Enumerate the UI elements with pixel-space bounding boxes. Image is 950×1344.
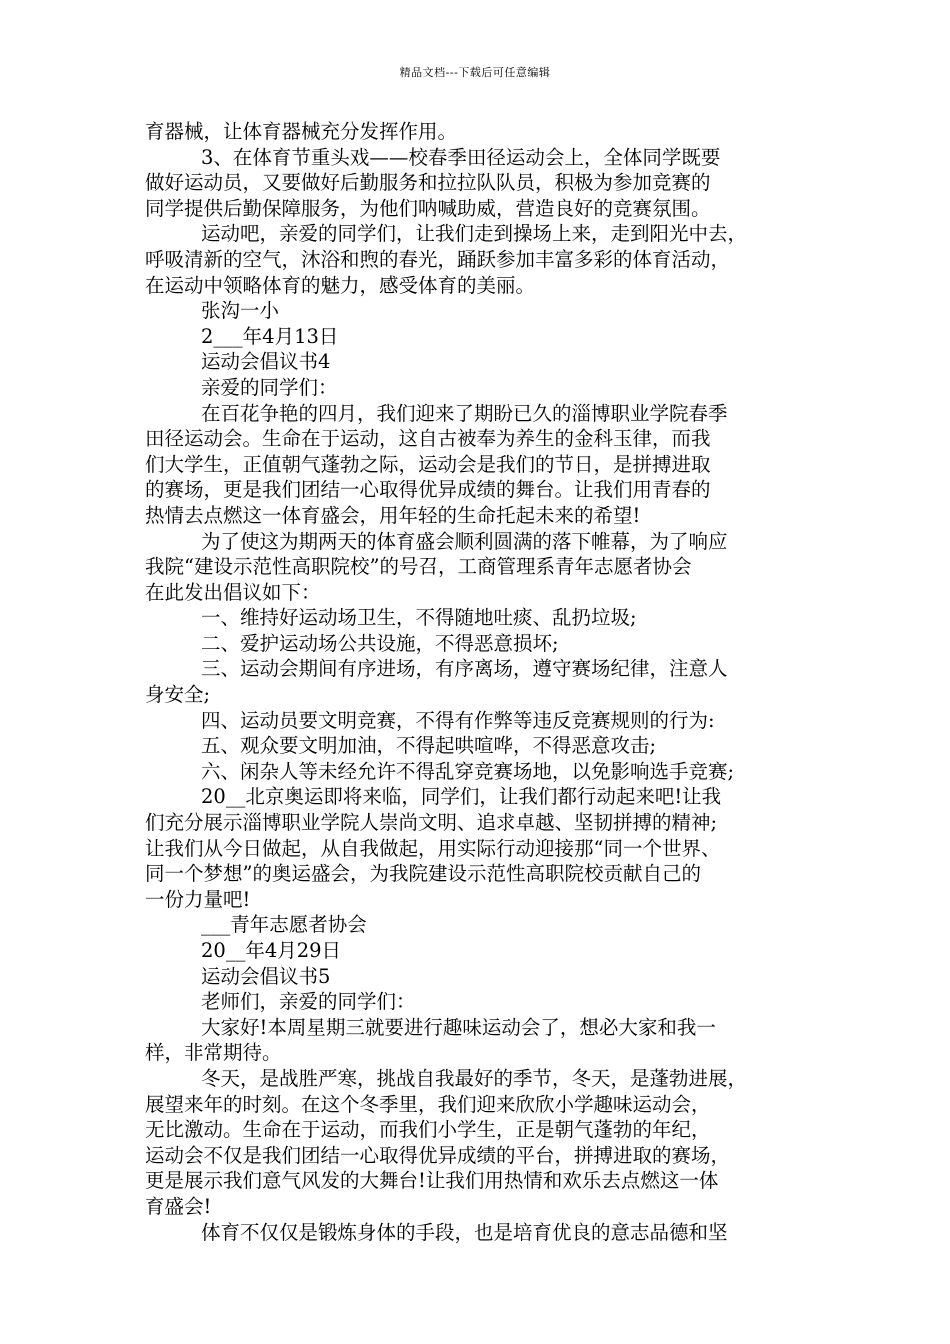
text-line: 六、闲杂人等未经允许不得乱穿竞赛场地，以免影响选手竞赛; [201,759,735,783]
text-line: 3、在体育节重头戏——校春季田径运动会上，全体同学既要 [201,145,721,169]
text-line: 二、爱护运动场公共设施，不得恶意损坏; [201,631,559,655]
text-line: 运动会倡议书4 [201,350,331,374]
text-line: 更是展示我们意气风发的大舞台!让我们用热情和欢乐去点燃这一体 [145,1169,719,1193]
text-line: 在百花争艳的四月，我们迎来了期盼已久的淄博职业学院春季 [201,401,728,425]
text-line: ___青年志愿者协会 [201,913,367,937]
text-line: 的赛场，更是我们团结一心取得优异成绩的舞台。让我们用青春的 [145,478,711,502]
text-line: 无比激动。生命在于运动，而我们小学生，正是朝气蓬勃的年纪， [145,1118,711,1142]
text-line: 三、运动会期间有序进场，有序离场，遵守赛场纪律，注意人 [201,657,728,681]
text-line: 在运动中领略体育的魅力，感受体育的美丽。 [145,273,536,297]
text-line: 五、观众要文明加油，不得起哄喧哗，不得恶意攻击; [201,734,657,758]
text-line: 育器械，让体育器械充分发挥作用。 [145,120,458,143]
text-line: 运动会不仅是我们团结一心取得优异成绩的平台，拼搏进取的赛场， [145,1143,731,1167]
text-line: 做好运动员，又要做好后勤服务和拉拉队队员，积极为参加竞赛的 [145,171,711,195]
text-line: 们大学生，正值朝气蓬勃之际，运动会是我们的节日，是拼搏进取 [145,452,711,476]
text-line: 20__北京奥运即将来临，同学们，让我们都行动起来吧!让我 [201,785,722,809]
text-line: 们充分展示淄博职业学院人崇尚文明、追求卓越、坚韧拼搏的精神; [145,811,718,835]
text-line: 呼吸清新的空气，沐浴和煦的春光，踊跃参加丰富多彩的体育活动， [145,247,731,271]
page-header: 精品文档---下载后可任意编辑 [399,66,551,79]
text-line: 亲爱的同学们： [201,375,338,399]
text-line: 让我们从今日做起，从自我做起，用实际行动迎接那“同一个世界、 [145,836,721,860]
text-line: 张沟一小 [201,299,280,323]
text-line: 为了使这为期两天的体育盛会顺利圆满的落下帷幕，为了响应 [201,529,728,553]
text-line: 展望来年的时刻。在这个冬季里，我们迎来欣欣小学趣味运动会， [145,1092,711,1116]
text-line: 我院“建设示范性高职院校”的号召，工商管理系青年志愿者协会 [145,555,692,579]
document-body [145,119,815,1245]
text-line: 20__年4月29日 [201,939,342,962]
text-line: 运动吧，亲爱的同学们，让我们走到操场上来，走到阳光中去， [201,222,748,246]
text-line: 2___年4月13日 [201,324,339,348]
text-line: 老师们，亲爱的同学们： [201,990,416,1014]
text-line: 同学提供后勤保障服务，为他们呐喊助威，营造良好的竞赛氛围。 [145,196,711,220]
text-line: 热情去点燃这一体育盛会，用年轻的生命托起未来的希望! [145,503,641,527]
text-line: 同一个梦想”的奥运盛会，为我院建设示范性高职院校贡献自己的 [145,862,701,886]
text-line: 四、运动员要文明竞赛，不得有作弊等违反竞赛规则的行为: [201,708,715,732]
text-line: 体育不仅仅是锻炼身体的手段，也是培育优良的意志品德和坚 [201,1220,728,1244]
text-line: 大家好!本周星期三就要进行趣味运动会了，想必大家和我一 [201,1015,716,1039]
text-line: 一、维持好运动场卫生，不得随地吐痰、乱扔垃圾; [201,606,637,630]
text-line: 在此发出倡议如下： [145,580,321,604]
text-line: 身安全; [145,683,211,707]
text-line: 田径运动会。生命在于运动，这自古被奉为养生的金科玉律，而我 [145,427,711,451]
text-line: 冬天，是战胜严寒，挑战自我最好的季节，冬天，是蓬勃进展， [201,1066,748,1090]
text-line: 运动会倡议书5 [201,964,331,988]
text-line: 育盛会! [145,1194,212,1218]
text-line: 一份力量吧! [145,887,251,911]
text-line: 样，非常期待。 [145,1041,282,1065]
